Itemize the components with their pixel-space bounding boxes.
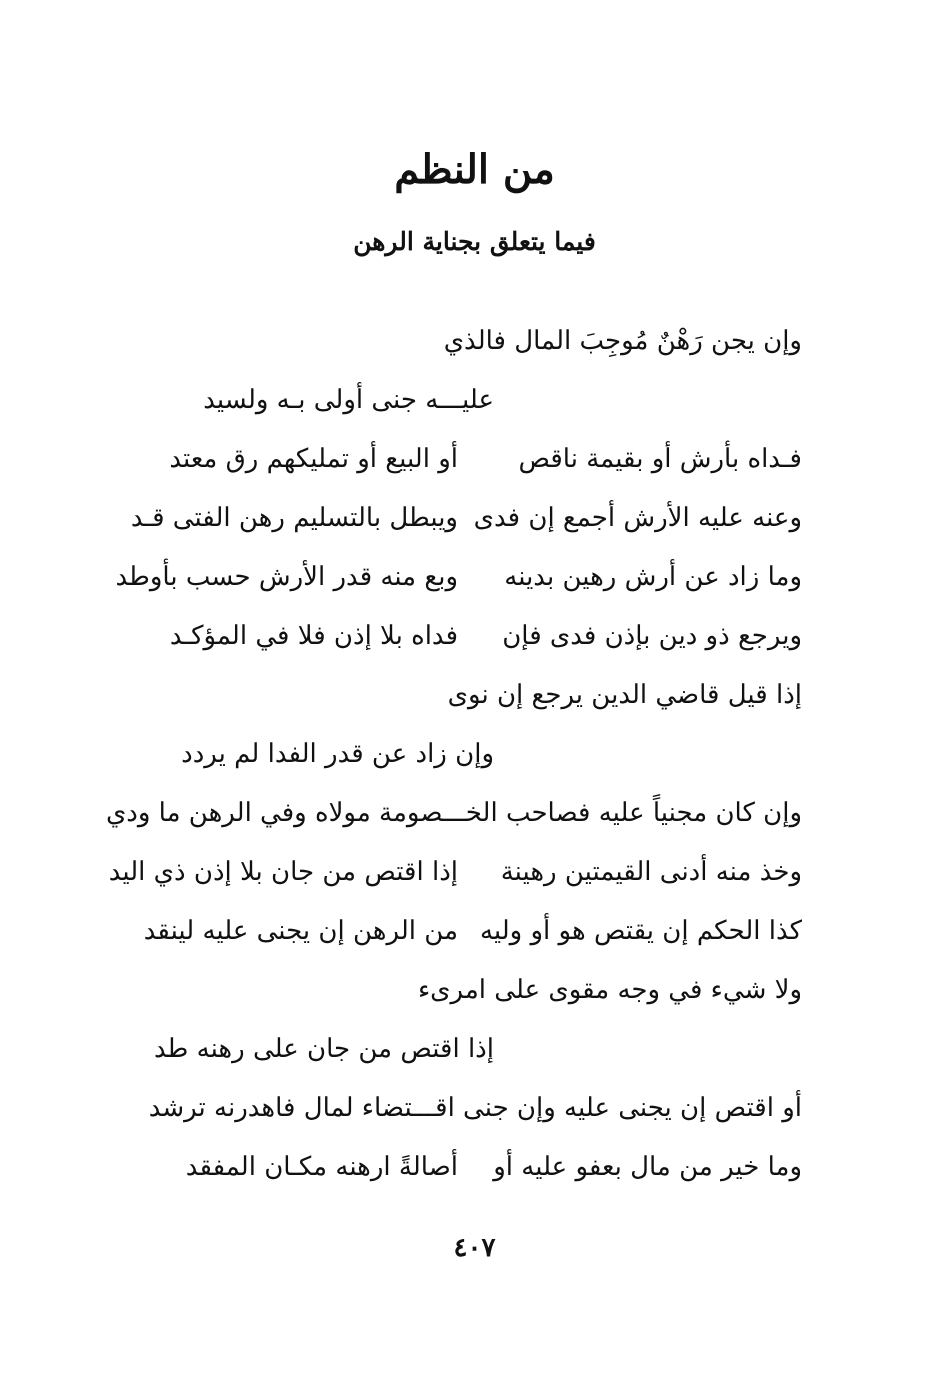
verse-first-hemistich: وعنه عليه الأرش أجمع إن فدى — [473, 503, 802, 533]
verse-first-hemistich: فـداه بأرش أو بقيمة ناقص — [518, 444, 802, 474]
verse-second-hemistich: أو البيع أو تمليكهم رق معتد — [169, 444, 458, 474]
verse-line — [158, 430, 802, 489]
verse-line — [108, 843, 802, 902]
verse-second-hemistich: إذا اقتص من جان بلا إذن ذي اليد — [108, 857, 458, 887]
verse-line — [143, 902, 802, 961]
verse-line — [158, 1138, 802, 1197]
verse-line: أو اقتص إن يجنى عليه وإن جنى اقـــتضاء لمال فاهدرنه ترشد — [148, 1093, 802, 1123]
section-subtitle: فيما يتعلق بجناية الرهن — [353, 227, 596, 256]
page-title: من النظم — [394, 146, 555, 193]
verse-line: إذا اقتص من جان على رهنه طد — [154, 1034, 494, 1064]
verse-line: وإن زاد عن قدر الفدا لم يردد — [181, 739, 494, 769]
verse-first-hemistich: وما خير من مال بعفو عليه أو — [493, 1152, 802, 1182]
verse-line: ولا شيء في وجه مقوى على امرىء — [417, 975, 802, 1005]
verse-line — [130, 489, 802, 548]
page-number: ٤٠٧ — [453, 1233, 496, 1263]
verse-line: وإن كان مجنياً عليه فصاحب الخـــصومة مولاه وفي الرهن ما ودي — [105, 798, 802, 828]
verse-first-hemistich: وخذ منه أدنى القيمتين رهينة — [500, 857, 802, 887]
verse-second-hemistich: من الرهن إن يجنى عليه لينقد — [143, 916, 458, 946]
verse-second-hemistich: ويبطل بالتسليم رهن الفتى قـد — [130, 503, 458, 533]
verse-second-hemistich: فداه بلا إذن فلا في المؤكـد — [169, 621, 458, 651]
verse-second-hemistich: وبع منه قدر الأرش حسب بأوطد — [115, 562, 458, 592]
verse-line: عليـــه جنى أولى بـه ولسيد — [203, 385, 494, 415]
poem-body — [105, 312, 802, 1197]
verse-line — [115, 548, 802, 607]
verse-first-hemistich: كذا الحكم إن يقتص هو أو وليه — [479, 916, 802, 946]
verse-line: إذا قيل قاضي الدين يرجع إن نوى — [447, 680, 802, 710]
verse-first-hemistich: وما زاد عن أرش رهين بدينه — [504, 562, 802, 592]
verse-line — [158, 607, 802, 666]
verse-line: وإن يجن رَهْنٌ مُوجِبَ المال فالذي — [443, 326, 802, 356]
verse-second-hemistich: أصالةً ارهنه مكـان المفقد — [185, 1152, 458, 1182]
verse-first-hemistich: ويرجع ذو دين بإذن فدى فإن — [502, 621, 802, 651]
